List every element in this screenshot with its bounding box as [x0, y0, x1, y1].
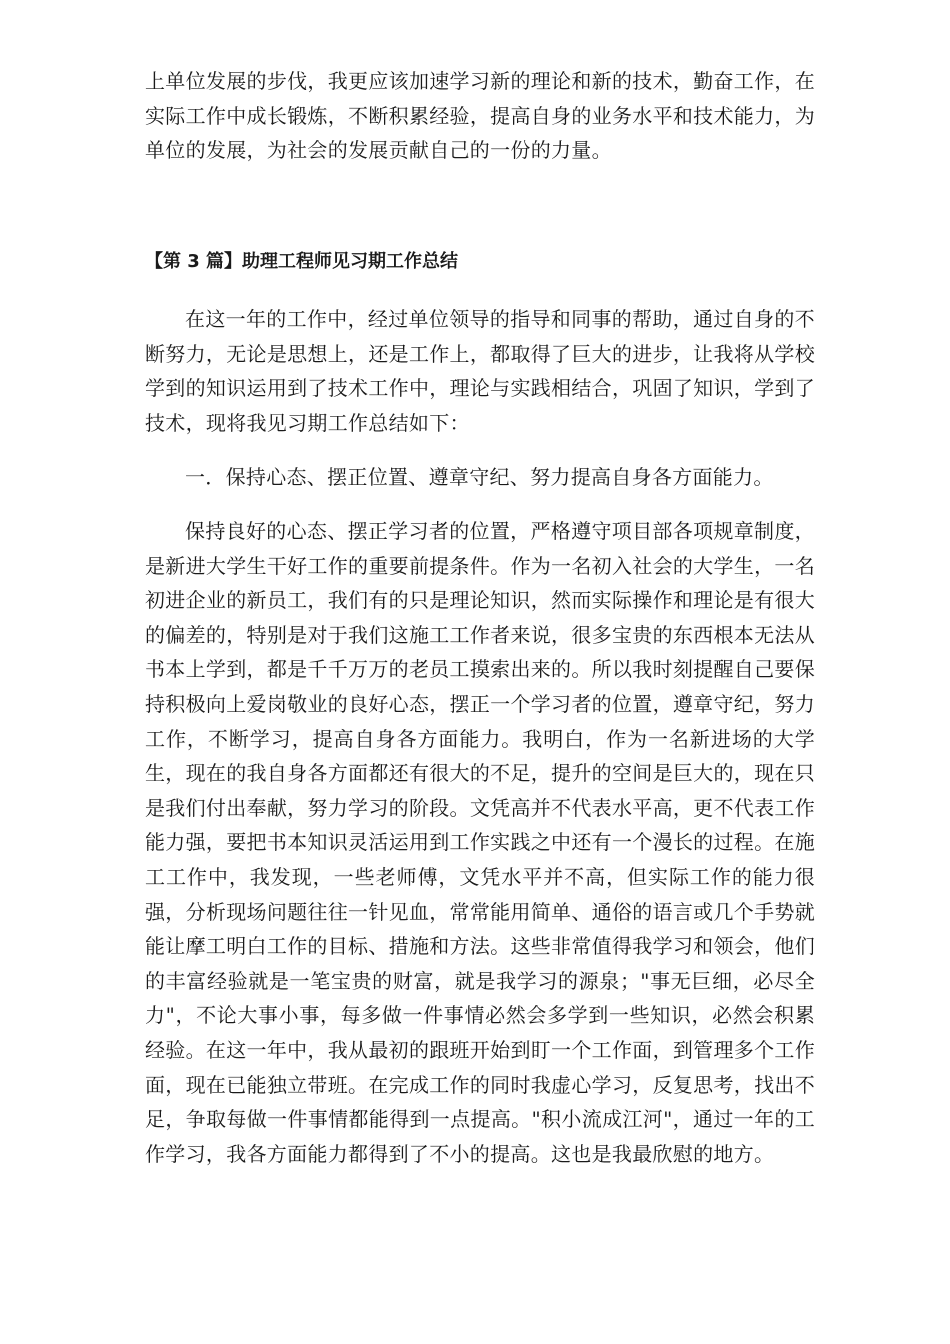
continuation-paragraph: 上单位发展的步伐，我更应该加速学习新的理论和新的技术，勤奋工作，在实际工作中成长锻炼，不断积累经验，提高自身的业务水平和技术能力，为单位的发展，为社会的发展贡献自己的一份的力量。: [145, 69, 815, 163]
intro-paragraph: 在这一年的工作中，经过单位领导的指导和同事的帮助，通过自身的不断努力，无论是思想上，还是工作上，都取得了巨大的进步，让我将从学校学到的知识运用到了技术工作中，理论与实践相结合，巩固了知识，学到了技术，现将我见习期工作总结如下：: [145, 307, 815, 435]
body-paragraph: 保持良好的心态、摆正学习者的位置，严格遵守项目部各项规章制度，是新进大学生干好工作的重要前提条件。作为一名初入社会的大学生，一名初进企业的新员工，我们有的只是理论知识，然而实际操作和理论是有很大的偏差的，特别是对于我们这施工工作者来说，很多宝贵的东西根本无法从书本上学到，都是千千万万的老员工摸索出来的。所以我时刻提醒自己要保持积极向上爱岗敬业的良好心态，摆正一个学习者的位置，遵章守纪，努力工作，不断学习，提高自身各方面能力。我明白，作为一名新进场的大学生，现在的我自身各方面都还有很大的不足，提升的空间是巨大的，现在只是我们付出奉献，努力学习的阶段。文凭高并不代表水平高，更不代表工作能力强，要把书本知识灵活运用到工作实践之中还有一个漫长的过程。在施工工作中，我发现，一些老师傅，文凭水平并不高，但实际工作的能力很强，分析现场问题往往一针见血，常常能用简单、通俗的语言或几个手势就能让摩工明白工作的目标、措施和方法。这些非常值得我学习和领会，他们的丰富经验就是一笔宝贵的财富，就是我学习的源泉；"事无巨细，必尽全力"，不论大事小事，每多做一件事情必然会多学到一些知识，必然会积累经验。在这一年中，我从最初的跟班开始到盯一个工作面，到管理多个工作面，现在已能独立带班。在完成工作的同时我虚心学习，反复思考，找出不足，争取每做一件事情都能得到一点提高。"积小流成江河"，通过一年的工作学习，我各方面能力都得到了不小的提高。这也是我最欣慰的地方。: [145, 519, 815, 1166]
section-heading: 【第 3 篇】助理工程师见习期工作总结: [145, 251, 459, 272]
subheading-paragraph: 一．保持心态、摆正位置、遵章守纪、努力提高自身各方面能力。: [185, 465, 774, 489]
